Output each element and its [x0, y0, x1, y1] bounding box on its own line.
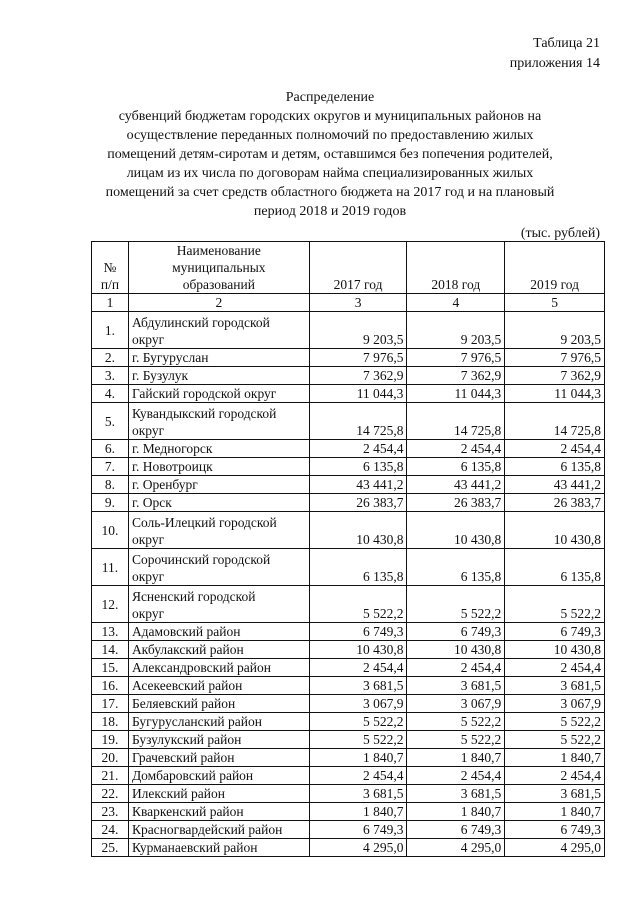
row-number: 13.	[92, 623, 129, 641]
document-title	[70, 88, 590, 221]
municipality-name-line: Сорочинский городской	[131, 552, 271, 567]
header-number-line: №	[103, 260, 117, 275]
table-row	[92, 641, 605, 659]
column-number: 1	[92, 294, 129, 312]
value-2019: 2 454,4	[505, 767, 605, 785]
table-row	[92, 623, 605, 641]
header-name-line: Наименование	[176, 243, 261, 258]
value-2019: 5 522,2	[505, 731, 605, 749]
value-2019: 3 681,5	[505, 785, 605, 803]
value-2018: 2 454,4	[407, 767, 505, 785]
table-row	[92, 586, 605, 623]
table-row	[92, 512, 605, 549]
row-number: 14.	[92, 641, 129, 659]
municipality-name	[128, 312, 309, 349]
column-number-row	[92, 294, 605, 312]
value-2017: 7 976,5	[309, 349, 407, 367]
value-2018: 26 383,7	[407, 494, 505, 512]
municipality-name-line: Бугурусланский район	[131, 714, 262, 729]
value-2017: 4 295,0	[309, 839, 407, 857]
table-row	[92, 476, 605, 494]
municipality-name-line: округ	[131, 332, 165, 347]
table-row	[92, 785, 605, 803]
value-2018: 11 044,3	[407, 385, 505, 403]
value-2018: 6 135,8	[407, 549, 505, 586]
value-2017: 10 430,8	[309, 512, 407, 549]
municipality-name-line: Кваркенский район	[131, 804, 244, 819]
municipality-name	[128, 385, 309, 403]
table-row	[92, 494, 605, 512]
table-row	[92, 749, 605, 767]
value-2018: 2 454,4	[407, 440, 505, 458]
header-number-line: п/п	[100, 277, 120, 292]
value-2018: 9 203,5	[407, 312, 505, 349]
value-2018: 6 135,8	[407, 458, 505, 476]
value-2018: 1 840,7	[407, 803, 505, 821]
value-2019: 6 135,8	[505, 458, 605, 476]
municipality-name-line: округ	[131, 569, 165, 584]
value-2017: 5 522,2	[309, 713, 407, 731]
value-2018: 10 430,8	[407, 641, 505, 659]
municipality-name-line: г. Бугуруслан	[131, 350, 209, 365]
value-2017: 6 749,3	[309, 821, 407, 839]
municipality-name-line: Илекский район	[131, 786, 225, 801]
row-number: 21.	[92, 767, 129, 785]
municipality-name-line: Красногвардейский район	[131, 822, 283, 837]
row-number: 15.	[92, 659, 129, 677]
table-row	[92, 695, 605, 713]
table-row	[92, 767, 605, 785]
municipality-name	[128, 785, 309, 803]
table-number: Таблица 21	[533, 36, 600, 51]
value-2018: 7 362,9	[407, 367, 505, 385]
table-row	[92, 659, 605, 677]
value-2019: 11 044,3	[505, 385, 605, 403]
table-reference	[400, 34, 600, 74]
column-number: 5	[505, 294, 605, 312]
value-2017: 3 681,5	[309, 677, 407, 695]
row-number: 17.	[92, 695, 129, 713]
value-2017: 1 840,7	[309, 749, 407, 767]
municipality-name-line: Гайский городской округ	[131, 386, 277, 401]
value-2019: 7 976,5	[505, 349, 605, 367]
row-number: 10.	[92, 512, 129, 549]
municipality-name	[128, 641, 309, 659]
value-2019: 4 295,0	[505, 839, 605, 857]
value-2017: 14 725,8	[309, 403, 407, 440]
municipality-name-line: г. Орск	[131, 495, 172, 510]
row-number: 11.	[92, 549, 129, 586]
municipality-name	[128, 403, 309, 440]
value-2018: 43 441,2	[407, 476, 505, 494]
municipality-name-line: Асекеевский район	[131, 678, 243, 693]
value-2018: 14 725,8	[407, 403, 505, 440]
value-2017: 11 044,3	[309, 385, 407, 403]
value-2017: 6 749,3	[309, 623, 407, 641]
value-2018: 6 749,3	[407, 821, 505, 839]
municipality-name-line: Грачевский район	[131, 750, 235, 765]
table-header-row	[92, 242, 605, 294]
value-2017: 10 430,8	[309, 641, 407, 659]
municipality-name-line: Бузулукский район	[131, 732, 242, 747]
row-number: 1.	[92, 312, 129, 349]
table-row	[92, 367, 605, 385]
municipality-name-line: Акбулакский район	[131, 642, 244, 657]
value-2017: 9 203,5	[309, 312, 407, 349]
title-line: период 2018 и 2019 годов	[253, 204, 407, 219]
value-2017: 3 681,5	[309, 785, 407, 803]
municipality-name	[128, 367, 309, 385]
row-number: 24.	[92, 821, 129, 839]
header-name-line: муниципальных	[172, 260, 266, 275]
value-2019: 5 522,2	[505, 713, 605, 731]
value-2019: 10 430,8	[505, 512, 605, 549]
value-2017: 2 454,4	[309, 440, 407, 458]
table-row	[92, 549, 605, 586]
value-2019: 1 840,7	[505, 803, 605, 821]
table-row	[92, 677, 605, 695]
value-2019: 2 454,4	[505, 440, 605, 458]
table-row	[92, 349, 605, 367]
municipality-name	[128, 349, 309, 367]
municipality-name-line: Соль-Илецкий городской	[131, 515, 277, 530]
value-2018: 5 522,2	[407, 713, 505, 731]
municipality-name	[128, 749, 309, 767]
value-2017: 6 135,8	[309, 458, 407, 476]
value-2019: 7 362,9	[505, 367, 605, 385]
row-number: 18.	[92, 713, 129, 731]
municipality-name	[128, 440, 309, 458]
municipality-name-line: Кувандыкский городской	[131, 406, 277, 421]
value-2019: 14 725,8	[505, 403, 605, 440]
municipality-name	[128, 677, 309, 695]
municipality-name	[128, 512, 309, 549]
value-2019: 6 749,3	[505, 821, 605, 839]
table-row	[92, 403, 605, 440]
municipality-name	[128, 458, 309, 476]
header-2018: 2018 год	[407, 242, 505, 294]
value-2018: 2 454,4	[407, 659, 505, 677]
value-2018: 6 749,3	[407, 623, 505, 641]
row-number: 20.	[92, 749, 129, 767]
title-line: помещений за счет средств областного бюджета на 2017 год и на плановый	[105, 185, 555, 200]
header-2019: 2019 год	[505, 242, 605, 294]
row-number: 9.	[92, 494, 129, 512]
header-2017: 2017 год	[309, 242, 407, 294]
municipality-name	[128, 767, 309, 785]
municipality-name	[128, 494, 309, 512]
municipality-name	[128, 695, 309, 713]
value-2017: 26 383,7	[309, 494, 407, 512]
value-2017: 3 067,9	[309, 695, 407, 713]
value-2019: 26 383,7	[505, 494, 605, 512]
municipality-name	[128, 623, 309, 641]
table-row	[92, 821, 605, 839]
value-2019: 3 067,9	[505, 695, 605, 713]
municipality-name	[128, 659, 309, 677]
title-line: субвенций бюджетам городских округов и муниципальных районов на	[118, 109, 542, 124]
municipality-name-line: Абдулинский городской	[131, 315, 270, 330]
municipality-name	[128, 476, 309, 494]
municipality-name-line: Ясненский городской	[131, 589, 256, 604]
row-number: 16.	[92, 677, 129, 695]
row-number: 6.	[92, 440, 129, 458]
header-name-line: образований	[182, 277, 255, 292]
value-2019: 1 840,7	[505, 749, 605, 767]
row-number: 25.	[92, 839, 129, 857]
column-number: 4	[407, 294, 505, 312]
value-2019: 10 430,8	[505, 641, 605, 659]
municipality-name	[128, 586, 309, 623]
value-2017: 2 454,4	[309, 767, 407, 785]
municipality-name	[128, 713, 309, 731]
municipality-name-line: Беляевский район	[131, 696, 236, 711]
municipality-name-line: Адамовский район	[131, 624, 241, 639]
table-row	[92, 385, 605, 403]
column-number: 2	[128, 294, 309, 312]
header-number	[92, 242, 129, 294]
municipality-name-line: округ	[131, 606, 165, 621]
appendix-number: приложения 14	[509, 56, 600, 71]
title-line: лицам из их числа по договорам найма специализированных жилых	[126, 166, 534, 181]
municipality-name-line: округ	[131, 423, 165, 438]
value-2017: 6 135,8	[309, 549, 407, 586]
table-row	[92, 312, 605, 349]
municipality-name-line: округ	[131, 532, 165, 547]
value-2017: 2 454,4	[309, 659, 407, 677]
value-2018: 1 840,7	[407, 749, 505, 767]
value-2019: 43 441,2	[505, 476, 605, 494]
row-number: 4.	[92, 385, 129, 403]
municipality-name-line: г. Оренбург	[131, 477, 198, 492]
value-2019: 2 454,4	[505, 659, 605, 677]
value-2019: 6 749,3	[505, 623, 605, 641]
title-line: помещений детям-сиротам и детям, оставшимся без попечения родителей,	[107, 147, 553, 162]
header-name	[128, 242, 309, 294]
table-row	[92, 839, 605, 857]
municipality-name	[128, 821, 309, 839]
municipality-name-line: г. Бузулук	[131, 368, 189, 383]
row-number: 8.	[92, 476, 129, 494]
value-2018: 3 681,5	[407, 677, 505, 695]
row-number: 3.	[92, 367, 129, 385]
value-2018: 3 681,5	[407, 785, 505, 803]
value-2019: 9 203,5	[505, 312, 605, 349]
value-2018: 5 522,2	[407, 586, 505, 623]
value-2018: 4 295,0	[407, 839, 505, 857]
value-2017: 5 522,2	[309, 586, 407, 623]
value-2019: 6 135,8	[505, 549, 605, 586]
municipality-name	[128, 731, 309, 749]
row-number: 12.	[92, 586, 129, 623]
value-2019: 5 522,2	[505, 586, 605, 623]
value-2019: 3 681,5	[505, 677, 605, 695]
value-2018: 5 522,2	[407, 731, 505, 749]
table-row	[92, 803, 605, 821]
value-2018: 3 067,9	[407, 695, 505, 713]
value-2018: 10 430,8	[407, 512, 505, 549]
units-label: (тыс. рублей)	[520, 226, 600, 241]
table-row	[92, 713, 605, 731]
table-row	[92, 440, 605, 458]
value-2018: 7 976,5	[407, 349, 505, 367]
municipality-name-line: Курманаевский район	[131, 840, 258, 855]
municipality-name-line: г. Новотроицк	[131, 459, 213, 474]
table-row	[92, 458, 605, 476]
title-line: осуществление переданных полномочий по предоставлению жилых	[126, 128, 534, 143]
table-row	[92, 731, 605, 749]
row-number: 7.	[92, 458, 129, 476]
row-number: 5.	[92, 403, 129, 440]
row-number: 23.	[92, 803, 129, 821]
column-number: 3	[309, 294, 407, 312]
value-2017: 7 362,9	[309, 367, 407, 385]
row-number: 22.	[92, 785, 129, 803]
value-2017: 43 441,2	[309, 476, 407, 494]
title-heading: Распределение	[285, 90, 375, 105]
distribution-table	[91, 241, 605, 857]
municipality-name-line: Александровский район	[131, 660, 271, 675]
municipality-name	[128, 803, 309, 821]
value-2017: 5 522,2	[309, 731, 407, 749]
municipality-name	[128, 549, 309, 586]
row-number: 2.	[92, 349, 129, 367]
row-number: 19.	[92, 731, 129, 749]
municipality-name	[128, 839, 309, 857]
value-2017: 1 840,7	[309, 803, 407, 821]
municipality-name-line: г. Медногорск	[131, 441, 213, 456]
municipality-name-line: Домбаровский район	[131, 768, 254, 783]
